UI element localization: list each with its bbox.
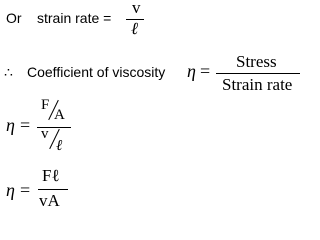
force-length-numerator: Fℓ bbox=[42, 166, 60, 185]
velocity-area-denominator: vA bbox=[39, 191, 60, 210]
strain-rate-label: strain rate = bbox=[37, 10, 112, 26]
eta-symbol: η bbox=[6, 115, 15, 135]
length-symbol: ℓ bbox=[56, 138, 63, 154]
equals-sign: = bbox=[20, 180, 31, 200]
eta-symbol: η bbox=[187, 61, 196, 81]
strain-rate-denominator: Strain rate bbox=[222, 75, 293, 94]
coefficient-label: Coefficient of viscosity bbox=[27, 64, 166, 80]
equals-sign: = bbox=[20, 115, 31, 135]
fraction-bar bbox=[216, 73, 300, 74]
equals-sign: = bbox=[200, 61, 211, 81]
area-symbol: A bbox=[54, 107, 65, 123]
force-symbol: F bbox=[41, 97, 50, 113]
stress-numerator: Stress bbox=[236, 52, 277, 71]
or-label: Or bbox=[6, 10, 22, 26]
therefore-symbol: ∴ bbox=[4, 64, 13, 80]
eta-symbol: η bbox=[6, 180, 15, 200]
strain-rate-numerator: v bbox=[132, 0, 141, 17]
strain-rate-denominator: ℓ bbox=[131, 19, 139, 38]
fraction-bar bbox=[38, 189, 68, 190]
velocity-symbol: v bbox=[41, 126, 49, 142]
